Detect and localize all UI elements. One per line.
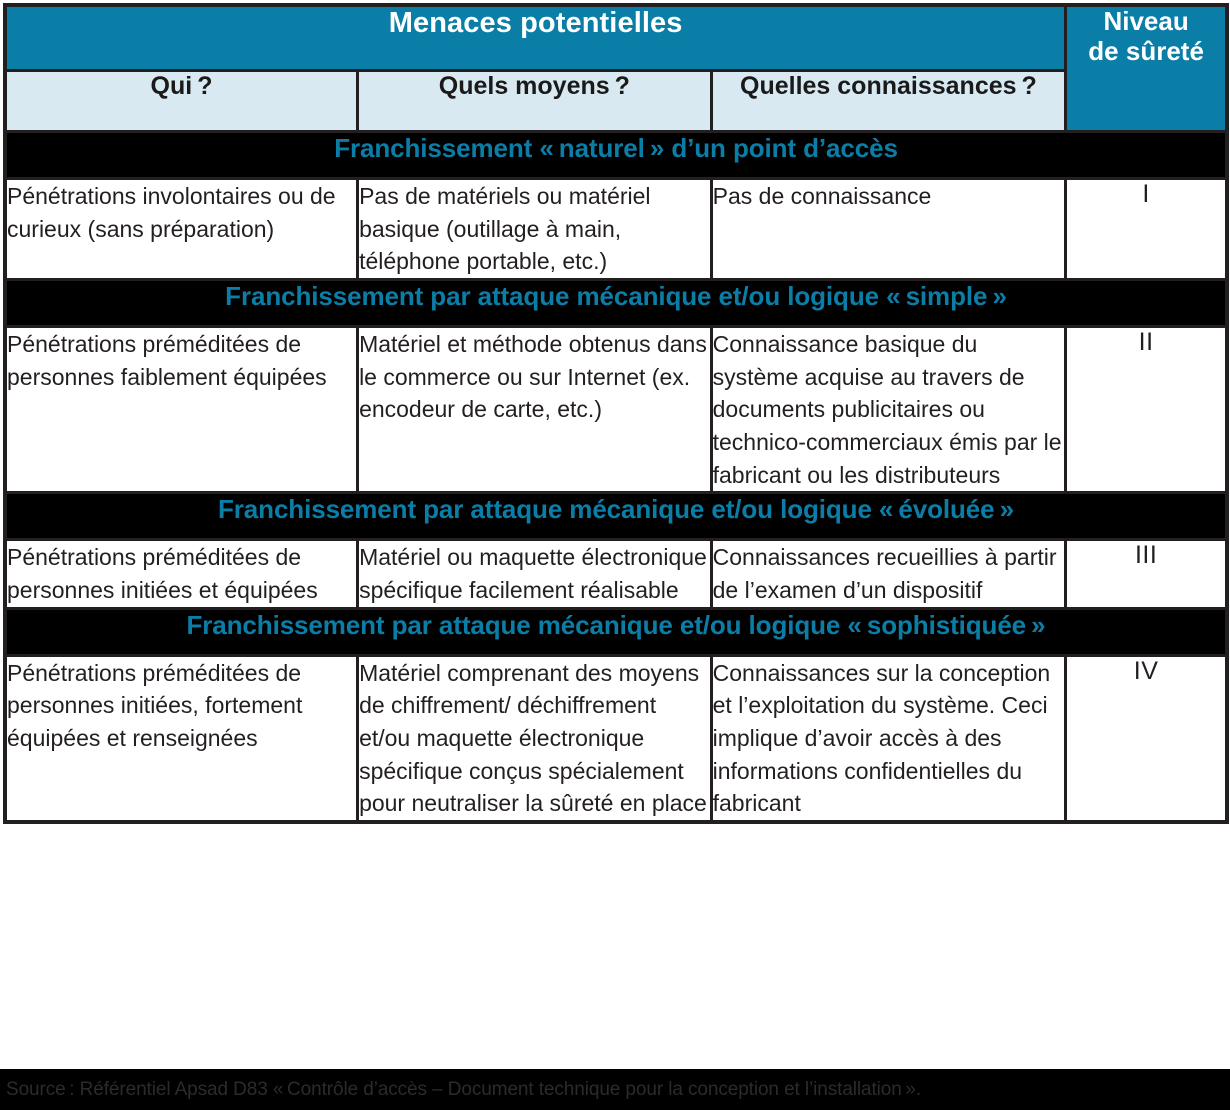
cell-niveau-1: I [1066,179,1227,280]
cell-moyens-4: Matériel comprenant des moyens de chiffrement/ déchiffrement et/ou maquette électronique spécifique conçus spécialement pour neutraliser la sûreté en place [358,655,712,822]
column-header-quelles-connaissances: Quelles connaissances ? [711,71,1066,132]
cell-niveau-4: IV [1066,655,1227,822]
cell-connaissances-2: Connaissance basique du système acquise au travers de documents publicitaires ou technico-commerciaux émis par le fabricant ou les distributeurs [711,326,1066,492]
section-banner-row [5,132,1227,179]
cell-niveau-2: II [1066,326,1227,492]
cell-qui-4: Pénétrations préméditées de personnes initiées, fortement équipées et renseignées [5,655,358,822]
section-banner-row [5,279,1227,326]
table-header-row-columns [5,71,1227,132]
cell-qui-1: Pénétrations involontaires ou de curieux (sans préparation) [5,179,358,280]
section-banner-4: Franchissement par attaque mécanique et/ou logique « sophistiquée » [5,608,1227,655]
table-row [5,179,1227,280]
table-row [5,540,1227,608]
cell-connaissances-4: Connaissances sur la conception et l’exploitation du système. Ceci implique d’avoir accès à des informations confidentielles du fabricant [711,655,1066,822]
section-banner-row [5,493,1227,540]
column-header-quels-moyens: Quels moyens ? [358,71,712,132]
header-menaces-potentielles: Menaces potentielles [5,5,1066,71]
cell-niveau-3: III [1066,540,1227,608]
cell-connaissances-1: Pas de connaissance [711,179,1066,280]
cell-connaissances-3: Connaissances recueillies à partir de l’examen d’un dispositif [711,540,1066,608]
header-niveau-line1: Niveau [1103,6,1189,36]
cell-moyens-1: Pas de matériels ou matériel basique (outillage à main, téléphone portable, etc.) [358,179,712,280]
cell-qui-2: Pénétrations préméditées de personnes faiblement équipées [5,326,358,492]
cell-moyens-2: Matériel et méthode obtenus dans le commerce ou sur Internet (ex. encodeur de carte, etc.) [358,326,712,492]
header-niveau-de-surete [1066,5,1227,132]
source-bar [0,1069,1230,1110]
section-banner-row [5,608,1227,655]
section-banner-1: Franchissement « naturel » d’un point d’accès [5,132,1227,179]
cell-moyens-3: Matériel ou maquette électronique spécifique facilement réalisable [358,540,712,608]
column-header-qui: Qui ? [5,71,358,132]
source-caption: Source : Référentiel Apsad D83 « Contrôle d’accès – Document technique pour la conception et l’installation ». [6,1078,922,1100]
table-row [5,655,1227,822]
section-banner-3: Franchissement par attaque mécanique et/ou logique « évoluée » [5,493,1227,540]
header-niveau-line2: de sûreté [1088,35,1204,66]
threat-levels-figure [0,3,1230,1110]
cell-qui-3: Pénétrations préméditées de personnes initiées et équipées [5,540,358,608]
section-banner-2: Franchissement par attaque mécanique et/ou logique « simple » [5,279,1227,326]
threat-levels-table [3,3,1229,824]
table-row [5,326,1227,492]
table-header-row-main [5,5,1227,71]
